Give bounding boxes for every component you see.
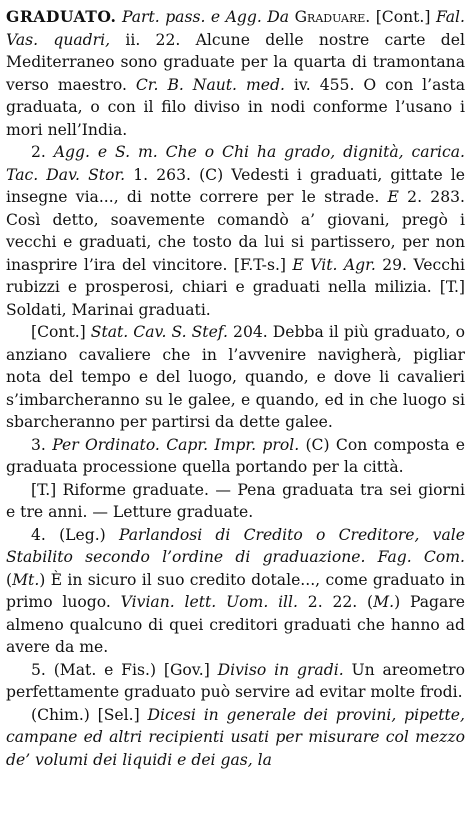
p2-run-6: 29. Vecchi rubizzi e prosperosi, chiari e graduati nella milizia. [T.] Soldati, Marinai graduati. bbox=[6, 255, 465, 319]
p4-run-1: Per Ordinato. Capr. Impr. prol. bbox=[52, 435, 300, 454]
entry-paragraph-1 bbox=[6, 6, 465, 141]
entry-paragraph-8 bbox=[6, 704, 465, 772]
p4-run-2: (C) Con composta e graduata processione quella portando per la città. bbox=[6, 435, 465, 476]
p1-run-7: Cr. B. Naut. med. bbox=[135, 75, 285, 94]
p6-run-5: Vivian. lett. Uom. ill. bbox=[120, 593, 298, 611]
dictionary-entry bbox=[6, 6, 465, 771]
p1-run-0: Part. pass. e Agg. bbox=[121, 8, 262, 26]
entry-paragraph-4 bbox=[6, 434, 465, 479]
p6-run-3: Mt. bbox=[12, 570, 40, 589]
p3-run-0: [Cont.] bbox=[31, 323, 91, 341]
paragraph-body bbox=[6, 8, 465, 139]
p6-run-8: ) Pagare almeno qualcuno di quei creditori graduati che hanno ad avere da me. bbox=[6, 593, 466, 656]
p6-run-4: ) È in sicuro il suo credito dotale..., come graduato in primo luogo. bbox=[6, 570, 465, 611]
p2-run-5: E Vit. Agr. bbox=[292, 255, 376, 274]
p7-run-0: 5. (Mat. e Fis.) [Gov.] bbox=[31, 660, 218, 679]
p1-run-6: ii. 22. Alcune delle nostre carte del Mediterraneo sono graduate per la quarta di tramontana verso maestro. bbox=[6, 30, 466, 94]
p1-run-8: iv. 455. O con l’asta graduata, o con il filo diviso in nodi conforme l’usano i mori nell’India. bbox=[6, 75, 465, 139]
p2-run-3: E bbox=[387, 188, 399, 206]
p1-run-5: Fal. Vas. quadri, bbox=[6, 8, 465, 49]
entry-headword: GRADUATO. bbox=[6, 7, 117, 26]
p7-run-1: Diviso in gradi. bbox=[217, 660, 344, 679]
p2-run-4: 2. 283. Così detto, soavemente comandò a’ giovani, pregò i vecchi e graduati, che tosto da lui si partissero, per non inasprire l’ira del vincitore. [F.T-s.] bbox=[6, 188, 465, 274]
p8-run-0: (Chim.) [Sel.] bbox=[31, 705, 148, 724]
p7-run-2: Un areometro perfettamente graduato può servire ad evitar molte frodi. bbox=[6, 660, 465, 701]
entry-paragraph-5 bbox=[6, 479, 465, 524]
entry-paragraph-6 bbox=[6, 524, 465, 659]
p1-run-4: . [Cont.] bbox=[365, 8, 436, 26]
p4-run-0: 3. bbox=[31, 435, 53, 454]
p2-run-2: 1. 263. (C) Vedesti i graduati, gittate le insegne via..., di notte correre per le strade. bbox=[6, 165, 466, 206]
p1-run-3: Graduare bbox=[294, 8, 366, 26]
entry-paragraph-7 bbox=[6, 659, 465, 704]
p3-run-2: 204. Debba il più graduato, o anziano cavaliere che in l’avvenire navigherà, pigliar nota del tempo e del luogo, quando, e dove li cavalieri s’imbarcheranno su le galee, e quando, ed in che luogo si sbarcheranno per partirsi da dette galee. bbox=[6, 323, 465, 431]
entry-paragraph-3 bbox=[6, 321, 465, 434]
p8-run-1: Dicesi in generale dei provini, pipette, campane ed altri recipienti usati per misurare col mezzo de’ volumi dei liquidi e dei gas, la bbox=[6, 705, 465, 769]
p6-run-2: ( bbox=[6, 570, 13, 589]
p2-run-1: Agg. e S. m. Che o Chi ha grado, dignità, carica. Tac. Dav. Stor. bbox=[6, 143, 465, 184]
p5-run-0: [T.] Riforme graduate. — Pena graduata tra sei giorni e tre anni. — Letture graduate. bbox=[6, 480, 465, 521]
p6-run-0: 4. (Leg.) bbox=[31, 525, 119, 544]
p1-run-2: Da bbox=[267, 8, 295, 26]
p3-run-1: Stat. Cav. S. Stef. bbox=[90, 323, 228, 341]
p6-run-7: M. bbox=[373, 593, 395, 611]
p6-run-1: Parlandosi di Credito o Creditore, vale Stabilito secondo l’ordine di graduazione. Fag. Com. bbox=[6, 525, 465, 566]
p6-run-6: 2. 22. ( bbox=[298, 593, 374, 611]
entry-paragraph-2 bbox=[6, 141, 465, 321]
p2-run-0: 2. bbox=[31, 143, 54, 161]
